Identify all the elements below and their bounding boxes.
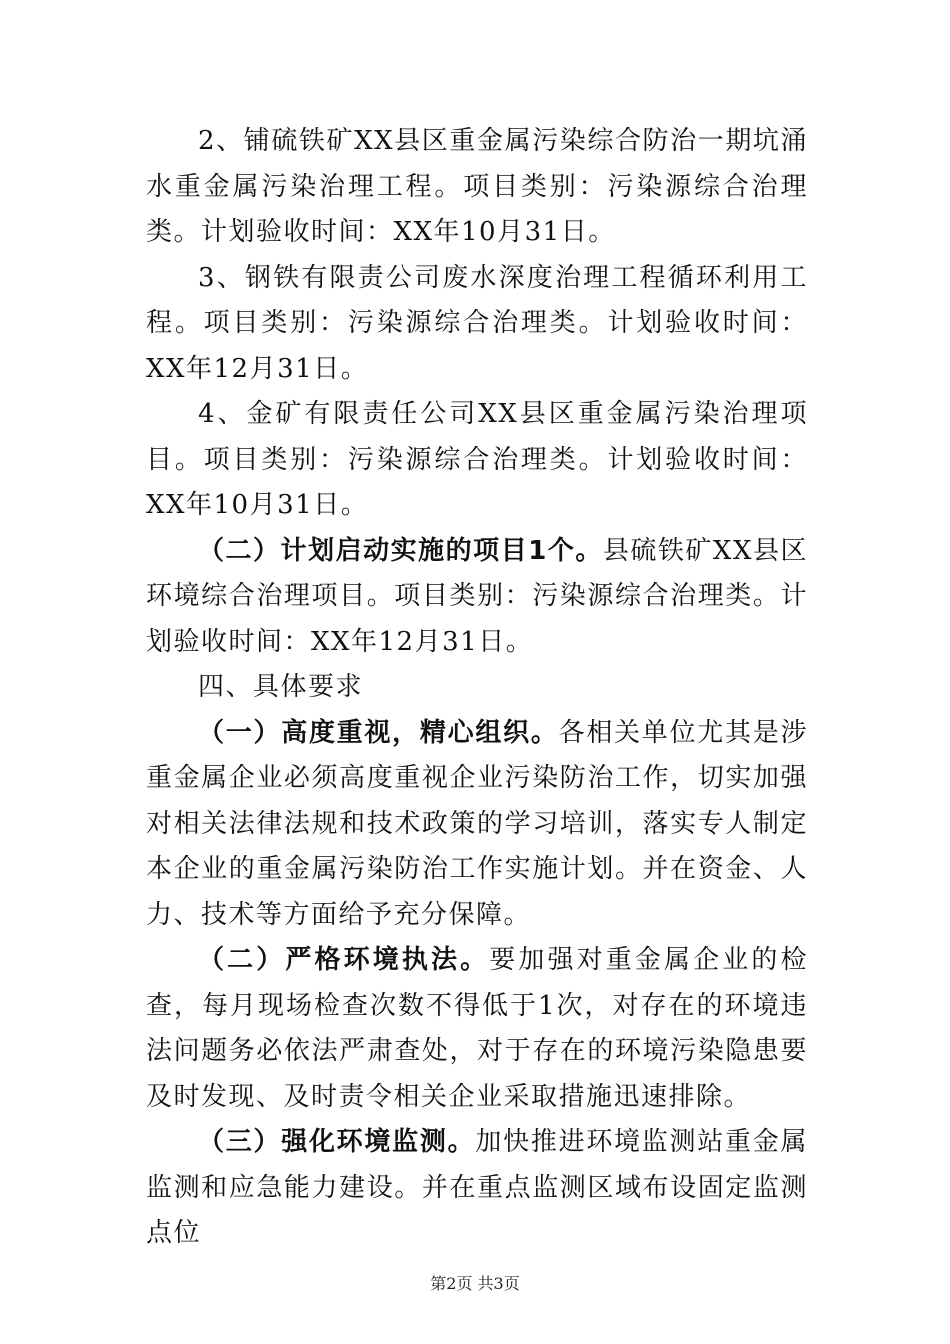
section-heading-text: 四、具体要求 bbox=[198, 672, 364, 702]
paragraph-text: 县硫铁矿XX县区环境综合治理项目。项目类别：污染源综合治理类。计划验收时间：XX年12月31日。 bbox=[146, 535, 808, 657]
paragraph-requirement-2 bbox=[146, 938, 808, 1120]
paragraph-item-4 bbox=[146, 392, 808, 529]
paragraph-lead: （三）强化环境监测。 bbox=[198, 1127, 476, 1157]
paragraph-item-3 bbox=[146, 256, 808, 393]
paragraph-planned-project bbox=[146, 529, 808, 666]
page-footer: 第2页 共3页 bbox=[430, 1274, 520, 1293]
paragraph-text: 各相关单位尤其是涉重金属企业必须高度重视企业污染防治工作，切实加强对相关法律法规和技术政策的学习培训，落实专人制定本企业的重金属污染防治工作实施计划。并在资金、人力、技术等方面给予充分保障。 bbox=[146, 717, 808, 930]
section-heading bbox=[146, 665, 808, 711]
paragraph-text: 2、铺硫铁矿XX县区重金属污染综合防治一期坑涌水重金属污染治理工程。项目类别：污染源综合治理类。计划验收时间：XX年10月31日。 bbox=[146, 126, 808, 247]
paragraph-requirement-1 bbox=[146, 711, 808, 939]
paragraph-item-2 bbox=[146, 119, 808, 256]
paragraph-lead: （二）计划启动实施的项目1个。 bbox=[198, 535, 603, 566]
paragraph-text: 要加强对重金属企业的检查，每月现场检查次数不得低于1次，对存在的环境违法问题务必依法严肃查处，对于存在的环境污染隐患要及时发现、及时责令相关企业采取措施迅速排除。 bbox=[146, 945, 808, 1112]
document-body bbox=[146, 119, 808, 1257]
paragraph-text: 加快推进环境监测站重金属监测和应急能力建设。并在重点监测区域布设固定监测点位 bbox=[146, 1127, 808, 1248]
paragraph-requirement-3 bbox=[146, 1120, 808, 1257]
paragraph-lead: （一）高度重视，精心组织。 bbox=[198, 717, 559, 748]
paragraph-text: 4、金矿有限责任公司XX县区重金属污染治理项目。项目类别：污染源综合治理类。计划验收时间：XX年10月31日。 bbox=[146, 399, 808, 520]
paragraph-text: 3、钢铁有限责公司废水深度治理工程循环利用工程。项目类别：污染源综合治理类。计划验收时间：XX年12月31日。 bbox=[146, 262, 808, 384]
paragraph-lead: （二）严格环境执法。 bbox=[198, 945, 490, 975]
